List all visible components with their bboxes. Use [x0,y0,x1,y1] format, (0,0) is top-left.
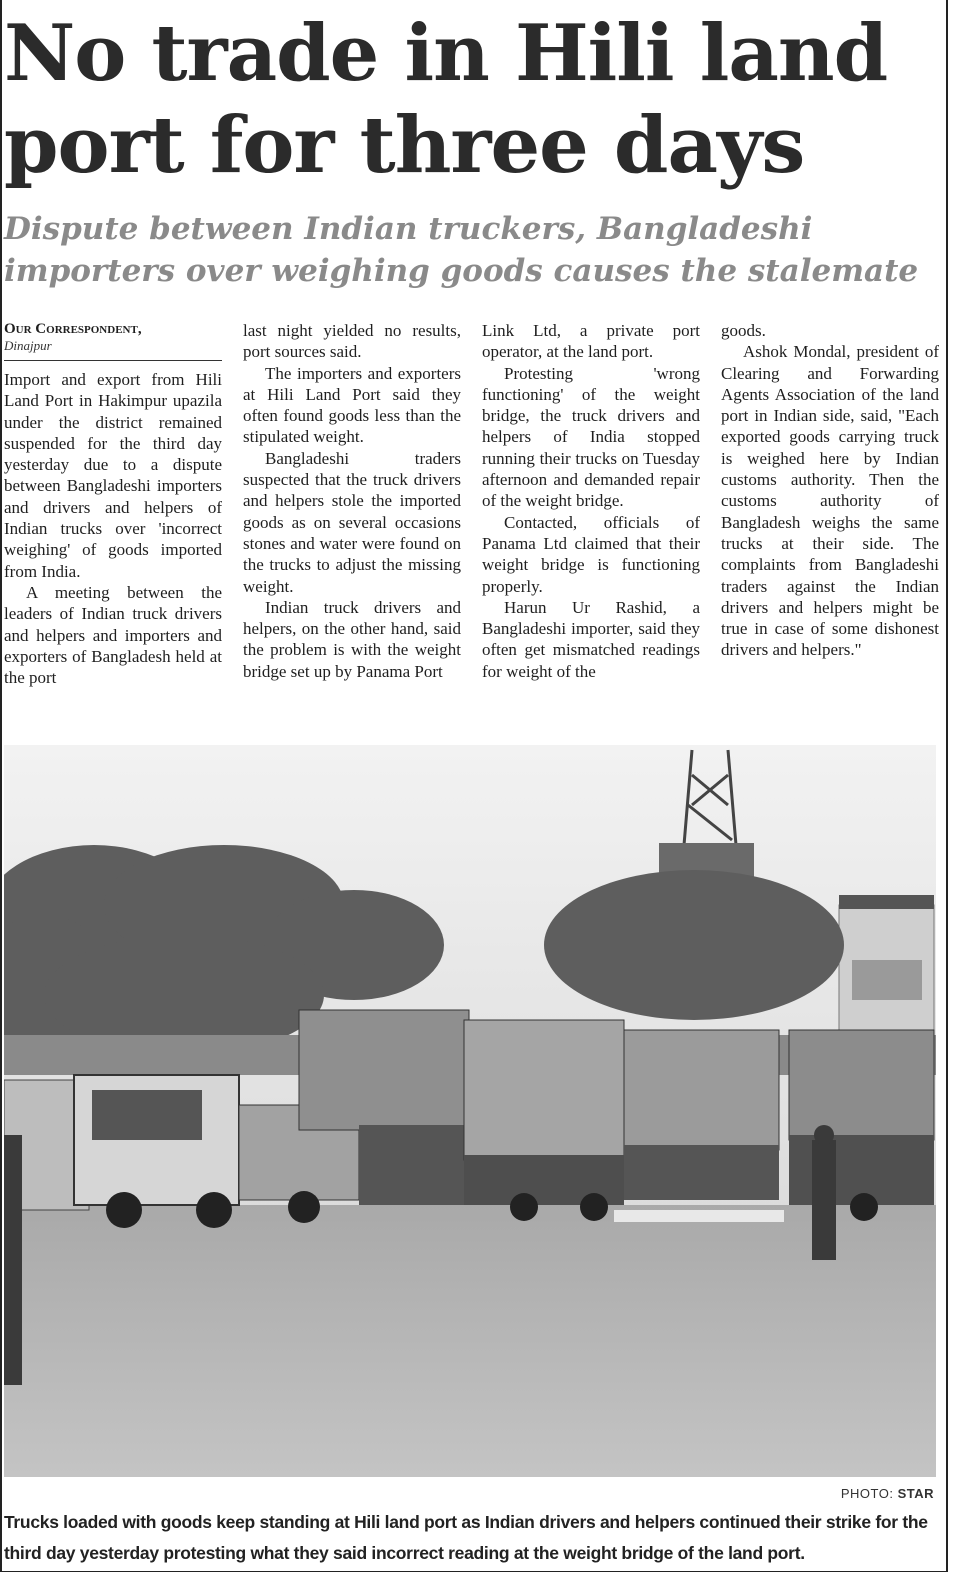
byline-name: Our Correspondent, [4,321,142,337]
photo-credit-label: PHOTO: [840,1486,894,1501]
paragraph: Protesting 'wrong functioning' of the weight bridge, the truck drivers and helpers of India stopped running their trucks on Tuesday afternoon and demanded repair of the weight bridge. [482,363,700,511]
headline: No trade in Hili land port for three days [4,8,888,191]
paragraph: Indian truck drivers and helpers, on the other hand, said the problem is with the weight bridge set up by Panama Port [243,597,461,681]
column-3 [482,320,700,740]
column-2 [243,320,461,740]
trucks-at-land-port-photo [4,745,936,1477]
subheadline: Dispute between Indian truckers, Bangladeshi importers over weighing goods causes the stalemate [4,211,919,289]
paragraph: last night yielded no results, port sources said. [243,321,461,362]
paragraph: Import and export from Hili Land Port in Hakimpur upazila under the district remained suspended for the third day yesterday due to a dispute between Bangladeshi importers and drivers and helpers of Indian trucks over 'incorrect weighing' of goods imported from India. [4,370,222,581]
byline-place: Dinajpur [4,338,52,353]
column-1 [4,320,222,740]
photo-credit-source: STAR [897,1486,934,1501]
photo-credit [841,1486,934,1501]
article-body [4,320,942,740]
photo-caption: Trucks loaded with goods keep standing at Hili land port as Indian drivers and helpers continued their strike for the third day yesterday protesting what they said incorrect reading at the weight bridge of the land port. [4,1512,928,1563]
paragraph: Harun Ur Rashid, a Bangladeshi importer, said they often get mismatched readings for weight of the [482,597,700,681]
news-photo [4,745,936,1477]
paragraph: The importers and exporters at Hili Land Port said they often found goods less than the stipulated weight. [243,363,461,447]
paragraph: Contacted, officials of Panama Ltd claimed that their weight bridge is functioning properly. [482,512,700,596]
column-4 [721,320,939,740]
byline-divider [4,360,222,361]
paragraph: Bangladeshi traders suspected that the truck drivers and helpers stole the imported goods as on several occasions stones and water were found on the trucks to adjust the missing weight. [243,448,461,596]
paragraph: Ashok Mondal, president of Clearing and Forwarding Agents Association of the land port in Indian side, said, "Each exported goods carrying truck is weighed here by Indian customs authority. Then the customs authority of Bangladesh weighs the same trucks at their side. The complaints from Bangladeshi traders against the Indian drivers and helpers might be true in case of some dishonest drivers and helpers." [721,342,939,660]
paragraph: goods. [721,321,766,340]
paragraph: A meeting between the leaders of Indian truck drivers and helpers and importers and exporters of Bangladesh held at the port [4,582,222,688]
paragraph: Link Ltd, a private port operator, at the land port. [482,321,700,362]
